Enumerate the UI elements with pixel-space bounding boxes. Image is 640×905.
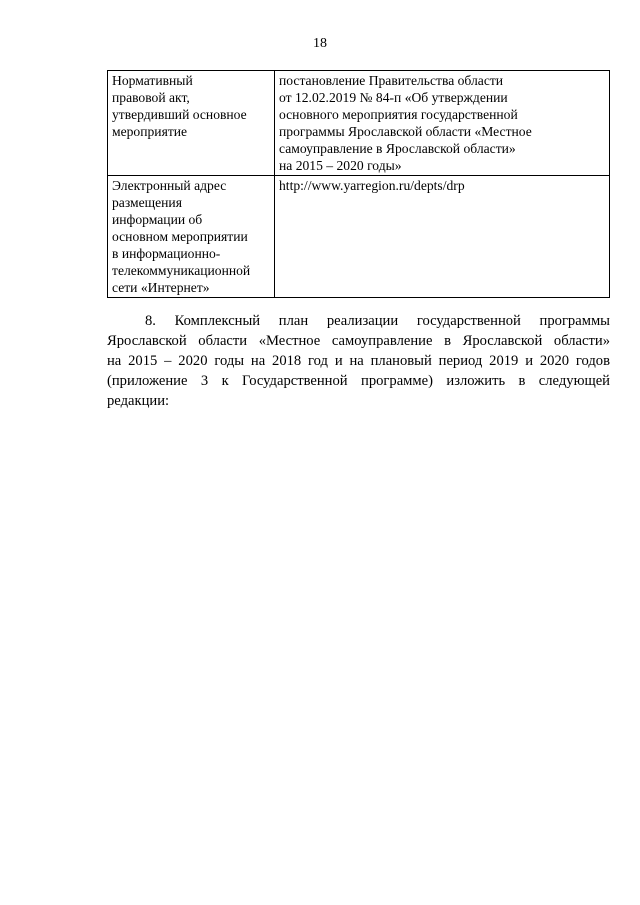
cell-text-line: телекоммуникационной	[112, 263, 251, 278]
table-row-legal-act	[108, 71, 610, 176]
cell-text-line: основного мероприятия государственной	[279, 107, 518, 122]
page-number: 18	[313, 36, 327, 51]
cell-text-line: основном мероприятии	[112, 229, 248, 244]
table-cell-value	[275, 71, 610, 176]
cell-text-line: Нормативный	[112, 73, 193, 88]
paragraph-line: на 2015 – 2020 годы на 2018 год и на плановый период 2019 и 2020 годов	[107, 353, 610, 369]
paragraph-line: редакции:	[107, 393, 170, 409]
cell-text-line: от 12.02.2019 № 84-п «Об утверждении	[279, 90, 508, 105]
cell-text-line: постановление Правительства области	[279, 73, 504, 88]
cell-text-line: мероприятие	[112, 124, 188, 139]
cell-text-line: правовой акт,	[112, 90, 190, 105]
cell-text-line: на 2015 – 2020 годы»	[279, 158, 402, 173]
cell-text-line: утвердивший основное	[112, 107, 247, 122]
cell-text-line: Электронный адрес	[112, 178, 227, 193]
table-row-web-address	[108, 176, 610, 298]
table-cell-label	[108, 71, 275, 176]
web-address-link[interactable]: http://www.yarregion.ru/depts/drp	[279, 178, 465, 193]
program-info-table	[107, 70, 610, 298]
cell-text-line: самоуправление в Ярославской области»	[279, 141, 516, 156]
cell-text-line: сети «Интернет»	[112, 280, 210, 295]
paragraph-line: (приложение 3 к Государственной программе) изложить в следующей	[107, 373, 610, 389]
table-cell-value	[275, 176, 610, 298]
table-cell-label	[108, 176, 275, 298]
body-paragraph	[107, 311, 610, 411]
paragraph-line: Ярославской области «Местное самоуправление в Ярославской области»	[107, 333, 610, 349]
paragraph-line: 8. Комплексный план реализации государственной программы	[145, 313, 610, 329]
cell-text-line: информации об	[112, 212, 203, 227]
cell-text-line: в информационно-	[112, 246, 221, 261]
cell-text-line: размещения	[112, 195, 182, 210]
cell-text-line: программы Ярославской области «Местное	[279, 124, 532, 139]
